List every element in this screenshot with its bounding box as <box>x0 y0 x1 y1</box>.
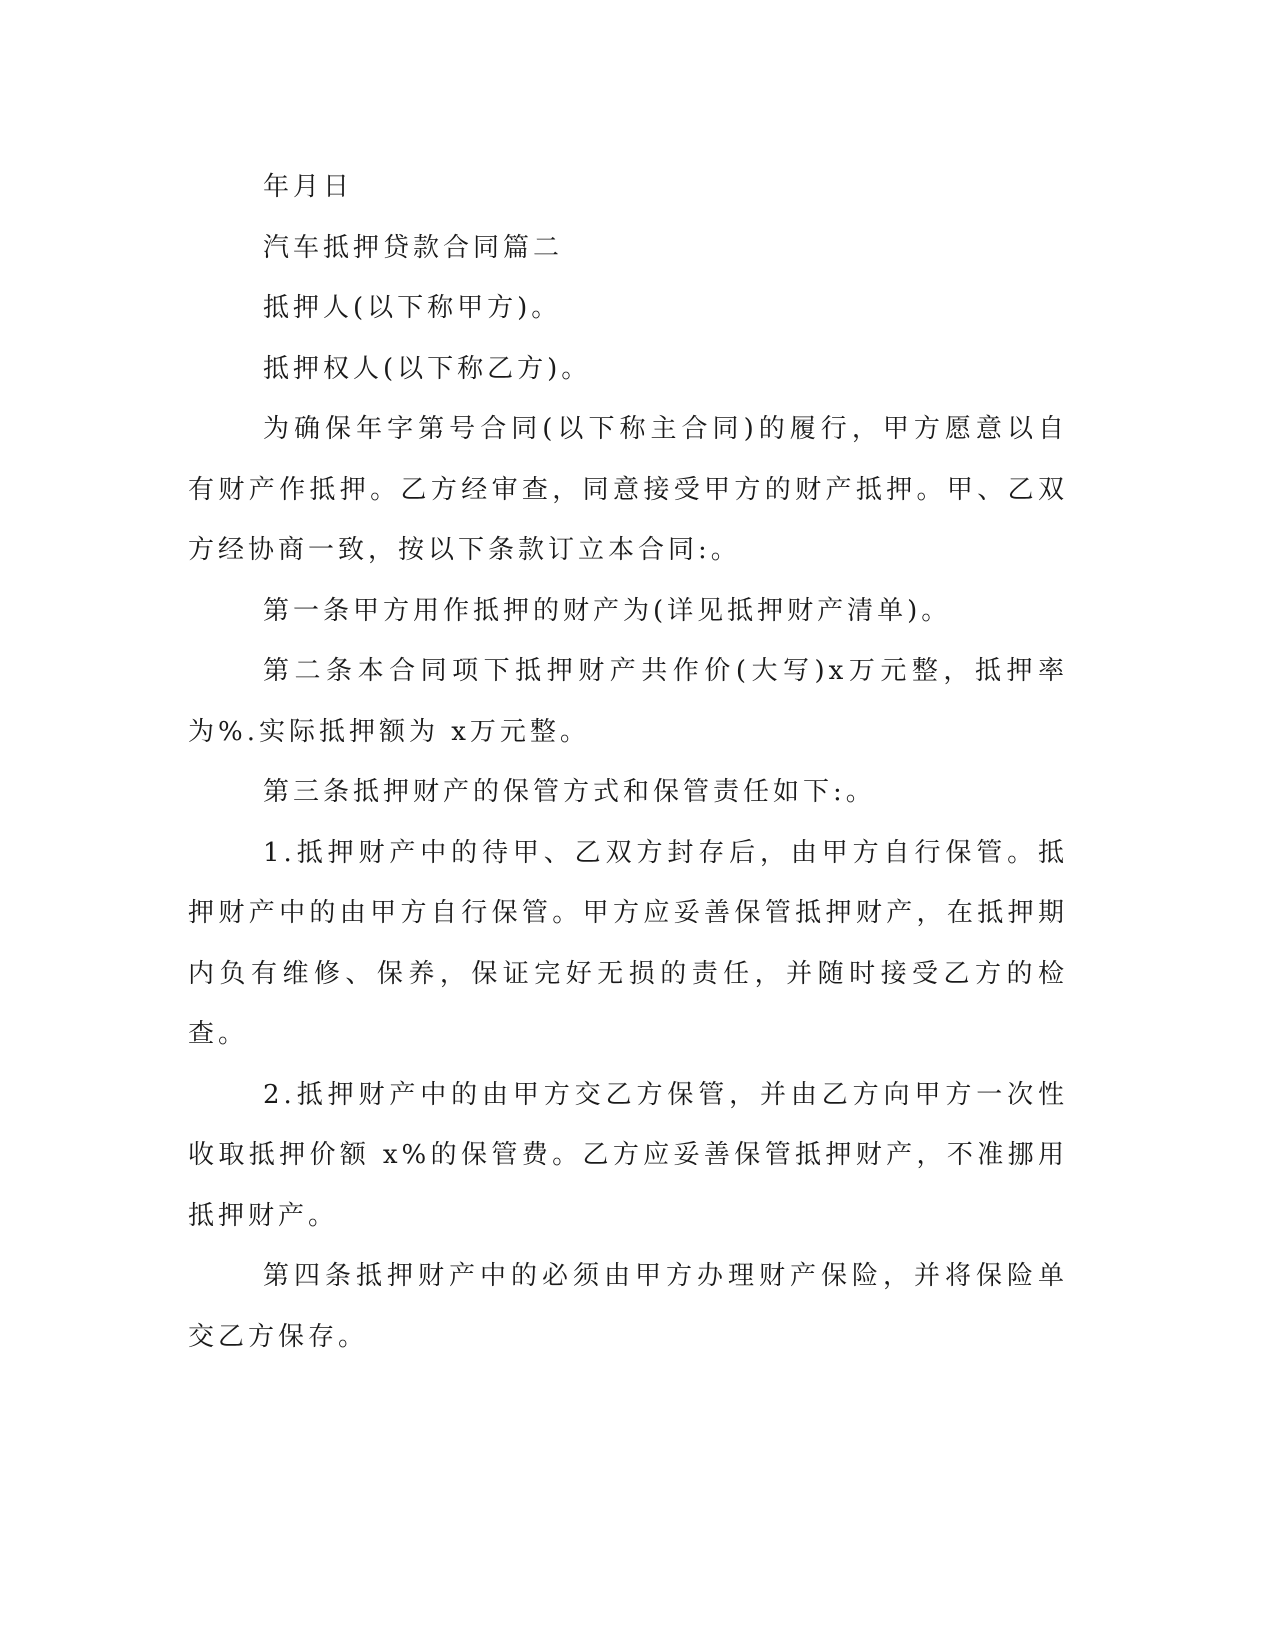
preamble-paragraph: 为确保年字第号合同(以下称主合同)的履行，甲方愿意以自有财产作抵押。乙方经审查，同意接受甲方的财产抵押。甲、乙双方经协商一致，按以下条款订立本合同:。 <box>188 414 1068 565</box>
mortgagor-line: 抵押人(以下称甲方)。 <box>263 293 562 323</box>
article-3-item-2: 2.抵押财产中的由甲方交乙方保管，并由乙方向甲方一次性收取抵押价额 x%的保管费。乙方应妥善保管抵押财产，不准挪用抵押财产。 <box>188 1079 1068 1231</box>
date-line: 年月日 <box>263 172 354 202</box>
article-2: 第二条本合同项下抵押财产共作价(大写)x万元整，抵押率为%.实际抵押额为 x万元整。 <box>188 656 1068 747</box>
article-3-item-1: 1.抵押财产中的待甲、乙双方封存后，由甲方自行保管。抵押财产中的由甲方自行保管。甲方应妥善保管抵押财产，在抵押期内负有维修、保养，保证完好无损的责任，并随时接受乙方的检查。 <box>188 837 1068 1049</box>
section-title: 汽车抵押贷款合同篇二 <box>263 232 564 263</box>
article-4: 第四条抵押财产中的必须由甲方办理财产保险，并将保险单交乙方保存。 <box>188 1261 1068 1352</box>
mortgagee-line: 抵押权人(以下称乙方)。 <box>263 353 592 384</box>
article-1: 第一条甲方用作抵押的财产为(详见抵押财产清单)。 <box>263 595 952 626</box>
article-3: 第三条抵押财产的保管方式和保管责任如下:。 <box>263 777 876 807</box>
document-body <box>188 157 1068 1367</box>
